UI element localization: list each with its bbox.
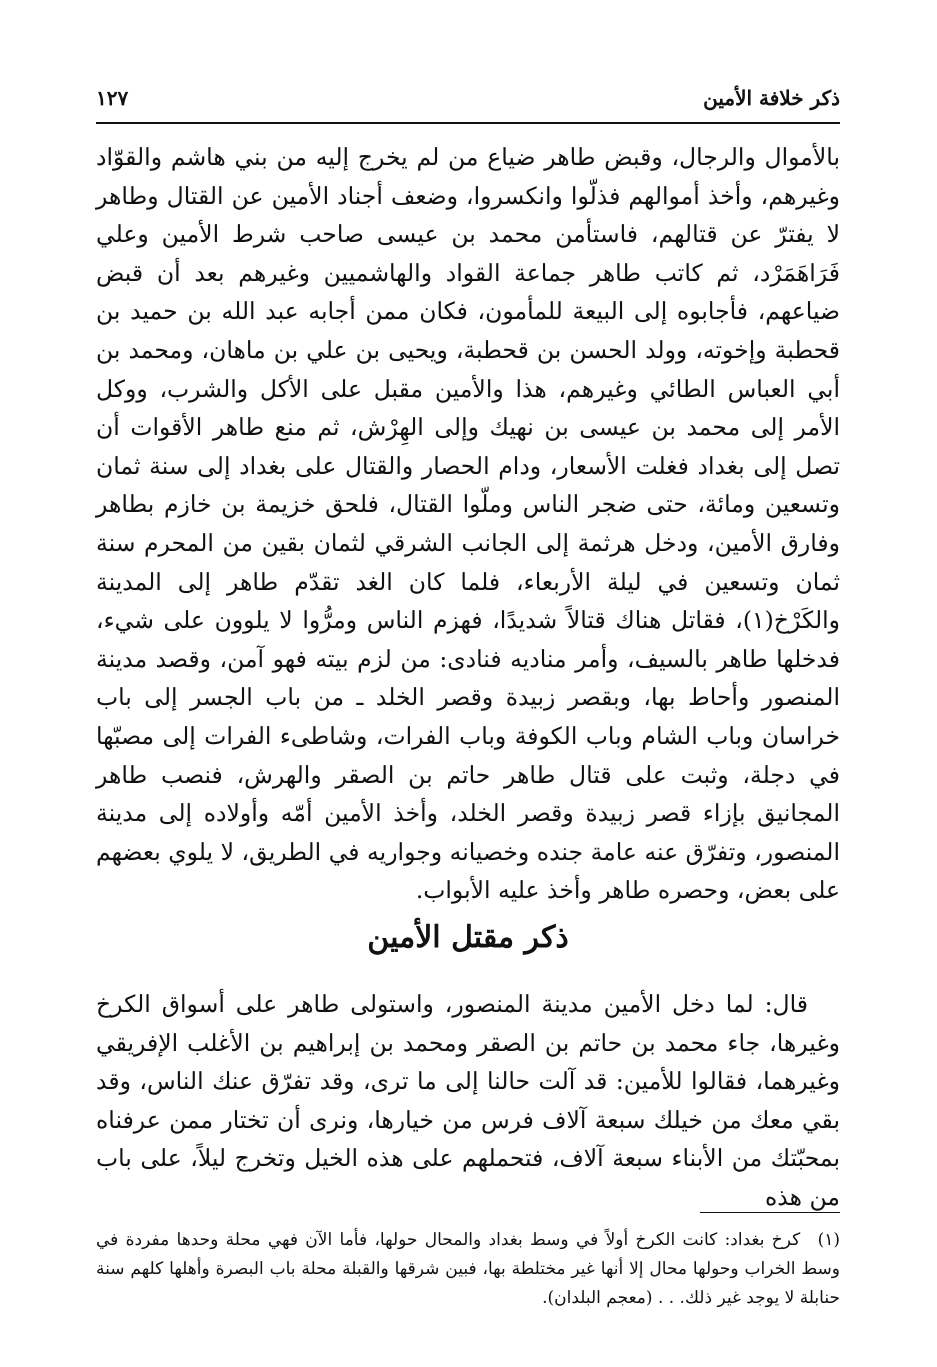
header-rule — [96, 122, 840, 124]
footnote-rule — [700, 1212, 840, 1213]
body-text — [96, 138, 840, 910]
section-text — [96, 985, 840, 1217]
section-paragraph: قال: لما دخل الأمين مدينة المنصور، واستولى طاهر على أسواق الكرخ وغيرها، جاء محمد بن حاتم بن الصقر ومحمد بن إبراهيم بن الأغلب الإفريقي وغيرهما، فقالوا للأمين: قد آلت حالنا إلى ما ترى، وقد تفرّق عنك الناس، وقد بقي معك من خيلك سبعة آلاف فرس من خيارها، ونرى أن تختار ممن عرفناه بمحبّتك من الأبناء سبعة آلاف، فتحملهم على هذه الخيل وتخرج ليلاً، على باب من هذه — [96, 990, 840, 1211]
running-title: ذكر خلافة الأمين — [703, 86, 840, 110]
footnote-text: كرخ بغداد: كانت الكرخ أولاً في وسط بغداد والمحال حولها، فأما الآن فهي محلة وحدها مفردة في وسط الخراب وحولها محال إلا أنها غير مختلطة بها، فبين شرقها والقبلة محلة باب البصرة وأهلها كلهم سنة حنابلة لا يوجد غير ذلك. . . (معجم البلدان). — [96, 1230, 840, 1308]
page-number: ١٢٧ — [96, 86, 129, 110]
section-title: ذكر مقتل الأمين — [367, 920, 569, 955]
body-paragraph: بالأموال والرجال، وقبض طاهر ضياع من لم يخرج إليه من بني هاشم والقوّاد وغيرهم، وأخذ أموالهم فذلّوا وانكسروا، وضعف أجناد الأمين عن القتال وطاهر لا يفترّ عن قتالهم، فاستأمن محمد بن عيسى صاحب شرط الأمين وعلي فَرَاهَمَرْد، ثم كاتب طاهر جماعة القواد والهاشميين وغيرهم بعد أن قبض ضياعهم، فأجابوه إلى البيعة للمأمون، فكان ممن أجابه عبد الله بن حميد بن قحطبة وإخوته، وولد الحسن بن قحطبة، ويحيى بن علي بن ماهان، ومحمد بن أبي العباس الطائي وغيرهم، هذا والأمين مقبل على الأكل والشرب، ووكل الأمر إلى محمد بن عيسى بن نهيك وإلى الهِرْش، ثم منع طاهر الأقوات أن تصل إلى بغداد فغلت الأسعار، ودام الحصار والقتال على بغداد إلى سنة ثمان وتسعين ومائة، حتى ضجر الناس وملّوا القتال، فلحق خزيمة بن خازم بطاهر وفارق الأمين، ودخل هرثمة إلى الجانب الشرقي لثمان بقين من المحرم سنة ثمان وتسعين في ليلة الأربعاء، فلما كان الغد تقدّم طاهر إلى المدينة والكَرْخ(١)، فقاتل هناك قتالاً شديدًا، فهزم الناس ومرُّوا لا يلوون على شيء، فدخلها طاهر بالسيف، وأمر مناديه فنادى: من لزم بيته فهو آمن، وقصد مدينة المنصور وأحاط بها، وبقصر زبيدة وقصر الخلد ـ من باب الجسر إلى باب خراسان وباب الشام وباب الكوفة وباب الفرات، وشاطىء الفرات إلى مصبّها في دجلة، وثبت على قتال طاهر حاتم بن الصقر والهرش، فنصب طاهر المجانيق بإزاء قصر زبيدة وقصر الخلد، وأخذ الأمين أمّه وأولاده إلى مدينة المنصور، وتفرّق عنه عامة جنده وخصيانه وجواريه في الطريق، لا يلوي بعضهم على بعض، وحصره طاهر وأخذ عليه الأبواب. — [96, 143, 840, 905]
page-header — [96, 78, 840, 118]
footnote — [96, 1226, 840, 1313]
footnote-marker: (١) — [817, 1230, 840, 1250]
